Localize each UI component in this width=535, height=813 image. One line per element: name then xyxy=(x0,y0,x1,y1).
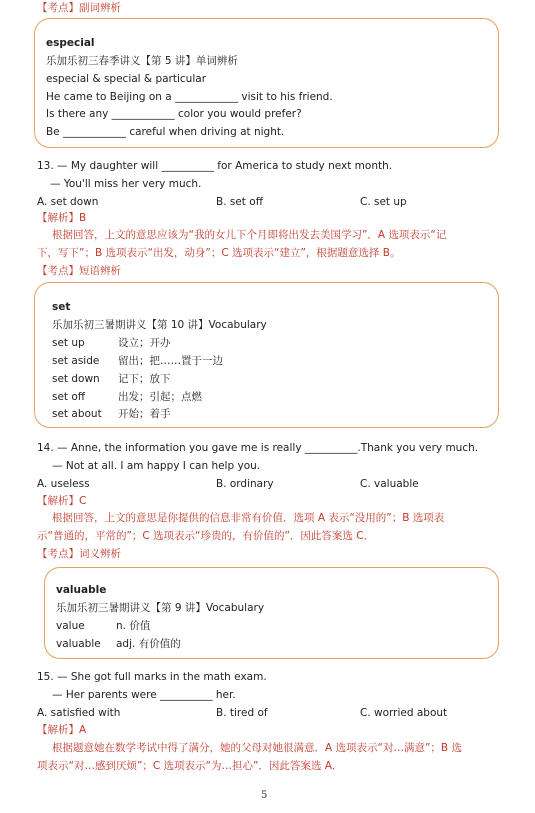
vocab-meaning: 留出；把……置于一边 xyxy=(118,355,223,367)
note-box-line: Be ____________ careful when driving at night. xyxy=(46,126,285,138)
note-box-set xyxy=(34,282,499,428)
vocab-meaning: 出发；引起；点燃 xyxy=(118,391,202,403)
kaodian-heading-adverb: 【考点】副词辨析 xyxy=(37,2,121,14)
question-15-option-a: A. satisfied with xyxy=(37,707,121,719)
question-13-option-a: A. set down xyxy=(37,196,99,208)
vocab-term: set about xyxy=(52,408,102,420)
vocab-meaning: n. 价值 xyxy=(116,620,151,632)
vocab-term: set off xyxy=(52,391,86,403)
question-14-answer-label: 【解析】C xyxy=(37,495,87,507)
question-15-answer-label: 【解析】A xyxy=(37,724,87,736)
question-14-option-c: C. valuable xyxy=(360,478,419,490)
note-box-line: Is there any ____________ color you would prefer? xyxy=(46,108,302,120)
vocab-meaning: 设立；开办 xyxy=(118,337,171,349)
note-box-title: valuable xyxy=(56,584,107,596)
question-14-stem: 14. — Anne, the information you gave me is really __________.Thank you very much. xyxy=(37,442,479,454)
question-13-reply: — You'll miss her very much. xyxy=(50,178,202,190)
page-number: 5 xyxy=(261,790,268,801)
kaodian-heading-phrase: 【考点】短语辨析 xyxy=(37,265,121,277)
question-13-explanation: 根据回答，上文的意思应该为“我的女儿下个月即将出发去美国学习”．A 选项表示“记 xyxy=(52,229,447,241)
question-13-answer-label: 【解析】B xyxy=(37,212,87,224)
vocab-term: set aside xyxy=(52,355,100,367)
question-15-option-b: B. tired of xyxy=(216,707,268,719)
question-14-option-a: A. useless xyxy=(37,478,90,490)
vocab-term: value xyxy=(56,620,85,632)
question-15-reply: — Her parents were __________ her. xyxy=(52,689,236,701)
vocab-term: set down xyxy=(52,373,100,385)
question-14-explanation: 根据回答，上文的意思是你提供的信息非常有价值．选项 A 表示“没用的”；B 选项表 xyxy=(52,512,445,524)
question-13-stem: 13. — My daughter will __________ for America to study next month. xyxy=(37,160,393,172)
question-15-option-c: C. worried about xyxy=(360,707,448,719)
note-box-source: 乐加乐初三春季讲义【第 5 讲】单词辨析 xyxy=(46,55,238,67)
question-14-reply: — Not at all. I am happy I can help you. xyxy=(52,460,261,472)
question-15-stem: 15. — She got full marks in the math exam. xyxy=(37,671,267,683)
question-14-explanation: 示“普通的，平常的”；C 选项表示“珍贵的，有价值的”．因此答案选 C． xyxy=(37,530,375,542)
note-box-title: set xyxy=(52,301,71,313)
question-14-option-b: B. ordinary xyxy=(216,478,274,490)
vocab-meaning: 开始；着手 xyxy=(118,408,171,420)
note-box-title: especial xyxy=(46,37,95,49)
question-13-explanation: 下，写下”；B 选项表示“出发，动身”；C 选项表示“建立”，根据题意选择 B。 xyxy=(37,247,401,259)
vocab-term: set up xyxy=(52,337,85,349)
note-box-source: 乐加乐初三暑期讲义【第 9 讲】Vocabulary xyxy=(56,602,265,614)
question-13-option-b: B. set off xyxy=(216,196,263,208)
vocab-meaning: 记下；放下 xyxy=(118,373,171,385)
vocab-term: valuable xyxy=(56,638,101,650)
kaodian-heading-word-meaning: 【考点】词义辨析 xyxy=(37,548,121,560)
note-box-line: He came to Beijing on a ____________ visit to his friend. xyxy=(46,91,333,103)
note-box-source: 乐加乐初三暑期讲义【第 10 讲】Vocabulary xyxy=(52,319,267,331)
question-15-explanation: 根据题意她在数学考试中得了满分，她的父母对她很满意．A 选项表示“对…满意”；B 选 xyxy=(52,742,462,754)
question-13-option-c: C. set up xyxy=(360,196,407,208)
vocab-meaning: adj. 有价值的 xyxy=(116,638,181,650)
question-15-explanation: 项表示“对…感到厌烦”；C 选项表示“为…担心”．因此答案选 A． xyxy=(37,760,343,772)
note-box-line: especial & special & particular xyxy=(46,73,207,85)
